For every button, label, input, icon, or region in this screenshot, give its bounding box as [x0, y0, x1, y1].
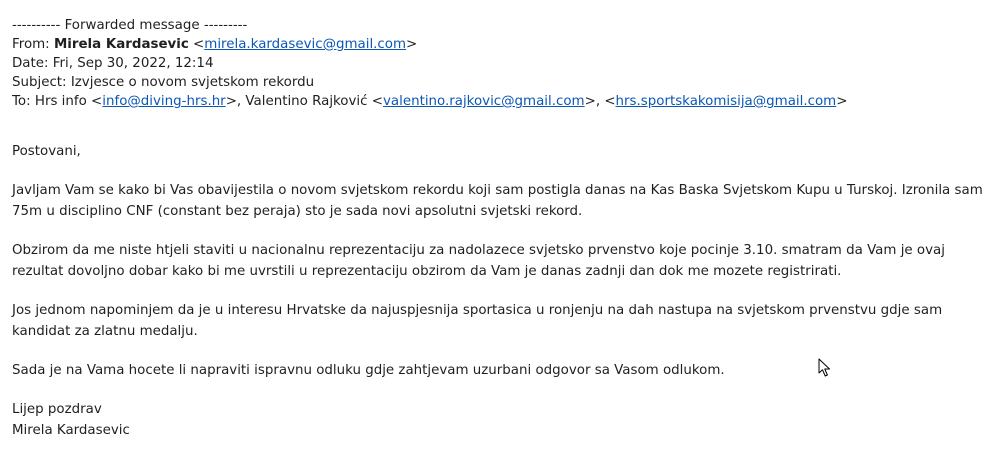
to-recipient-name: Valentino Rajković	[245, 94, 368, 109]
body-paragraph: Obzirom da me niste htjeli staviti u nacionalnu reprezentaciju za nadolazece svjetsko prvenstvo koje pocinje 3.10. smatram da Vam je ovaj rezultat dovoljno dobar kako bi me uvrstili u reprezentaciju obzirom da Vam je danas zadnji dan dok me mozete registrirati.	[12, 243, 945, 279]
from-line: From: Mirela Kardasevic <mirela.kardasevic@gmail.com>	[12, 37, 418, 52]
to-email-link[interactable]: valentino.rajkovic@gmail.com	[383, 94, 585, 109]
body-paragraph: Javljam Vam se kako bi Vas obavijestila o novom svjetskom rekordu koji sam postigla danas na Kas Baska Svjetskom Kupu u Turskoj. Izronila sam 75m u disciplino CNF (constant bez peraja) sto je sada novi apsolutni svjetski rekord.	[12, 183, 983, 219]
subject-label: Subject:	[12, 75, 71, 90]
date-line	[12, 54, 992, 73]
date-label: Date:	[12, 56, 53, 71]
to-line: To: Hrs info <info@diving-hrs.hr>, Valentino Rajković <valentino.rajkovic@gmail.com>, <hrs.sportskakomisija@gmail.com>	[12, 94, 848, 109]
subject-value: Izvjesce o novom svjetskom rekordu	[70, 75, 315, 90]
to-email-link[interactable]: info@diving-hrs.hr	[102, 94, 226, 109]
to-recipient-name: Hrs info	[34, 94, 87, 109]
signature: Mirela Kardasevic	[12, 423, 130, 438]
forwarded-header	[12, 16, 992, 111]
greeting: Postovani,	[12, 144, 81, 159]
to-email-link[interactable]: hrs.sportskakomisija@gmail.com	[615, 94, 837, 109]
email-message	[12, 16, 992, 441]
from-name: Mirela Kardasevic	[53, 37, 189, 52]
subject-line	[12, 73, 992, 92]
body-paragraph: Sada je na Vama hocete li napraviti ispravnu odluku gdje zahtjevam uzurbani odgovor sa Vasom odlukom.	[12, 363, 725, 378]
email-body	[12, 141, 992, 441]
forwarded-marker: ---------- Forwarded message ---------	[12, 18, 248, 33]
closing: Lijep pozdrav	[12, 402, 102, 417]
date-value: Fri, Sep 30, 2022, 12:14	[52, 56, 214, 71]
from-label: From:	[12, 37, 54, 52]
body-paragraph: Jos jednom napominjem da je u interesu Hrvatske da najuspjesnija sportasica u ronjenju na dah nastupa na svjetskom prvenstvu gdje sam kandidat za zlatnu medalju.	[12, 303, 943, 339]
to-label: To:	[12, 94, 35, 109]
mouse-pointer-icon	[818, 358, 832, 378]
from-email-link[interactable]: mirela.kardasevic@gmail.com	[204, 37, 407, 52]
